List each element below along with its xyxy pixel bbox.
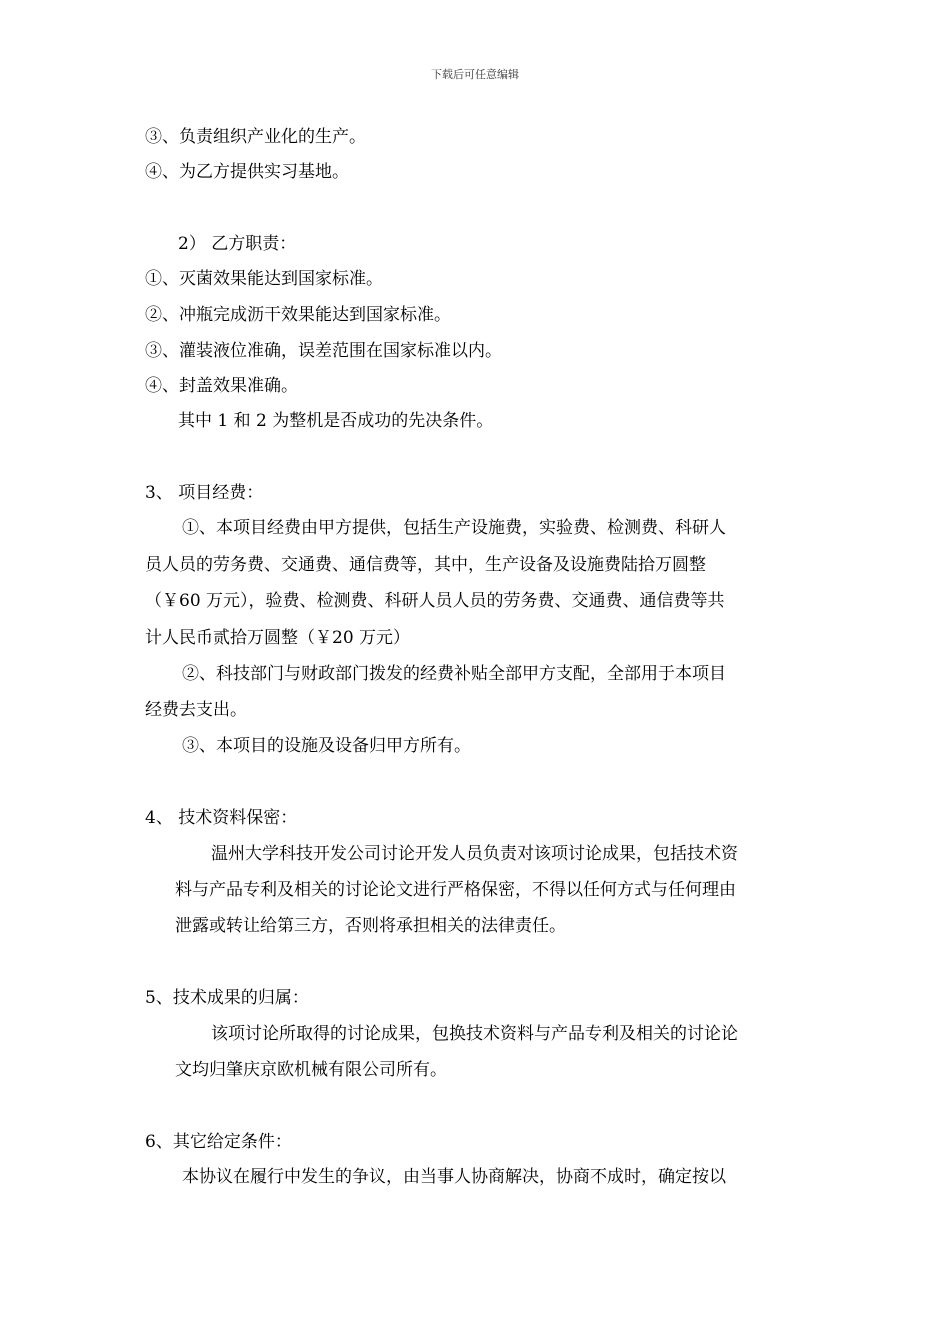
text-line: 文均归肇庆京欧机械有限公司所有。 [175,1060,447,1080]
text-line: ④、为乙方提供实习基地。 [145,162,349,182]
text-line: 料与产品专利及相关的讨论论文进行严格保密，不得以任何方式与任何理由 [175,880,736,900]
text-line: 经费去支出。 [145,700,247,720]
section-heading: 2） 乙方职责： [178,234,297,254]
text-line: 该项讨论所取得的讨论成果，包换技术资料与产品专利及相关的讨论论 [211,1024,738,1044]
section-heading: 4、 技术资料保密： [145,808,298,828]
text-line: ①、灭菌效果能达到国家标准。 [145,269,383,289]
section-heading: 5、技术成果的归属： [145,988,309,1008]
text-line: ①、本项目经费由甲方提供，包括生产设施费，实验费、检测费、科研人 [182,518,726,538]
text-line: ④、封盖效果准确。 [145,376,298,396]
section-heading: 3、 项目经费： [145,483,264,503]
text-line: 本协议在履行中发生的争议，由当事人协商解决，协商不成时，确定按以 [182,1167,726,1187]
text-line: ③、灌装液位准确，误差范围在国家标准以内。 [145,341,502,361]
text-line: 泄露或转让给第三方，否则将承担相关的法律责任。 [175,916,566,936]
section-heading: 6、其它给定条件： [145,1132,292,1152]
page-header: 下载后可任意编辑 [431,68,519,81]
text-line: ②、科技部门与财政部门拨发的经费补贴全部甲方支配，全部用于本项目 [182,664,726,684]
text-line: ③、负责组织产业化的生产。 [145,127,366,147]
text-line: 其中 1 和 2 为整机是否成功的先决条件。 [178,411,494,431]
text-line: ③、本项目的设施及设备归甲方所有。 [182,736,471,756]
text-line: 温州大学科技开发公司讨论开发人员负责对该项讨论成果，包括技术资 [211,844,738,864]
text-line: ②、冲瓶完成沥干效果能达到国家标准。 [145,305,451,325]
text-line: 员人员的劳务费、交通费、通信费等，其中，生产设备及设施费陆拾万圆整 [145,555,706,575]
text-line: 计人民币贰拾万圆整（￥20 万元） [145,628,411,648]
text-line: （￥60 万元），验费、检测费、科研人员人员的劳务费、交通费、通信费等共 [145,591,725,611]
